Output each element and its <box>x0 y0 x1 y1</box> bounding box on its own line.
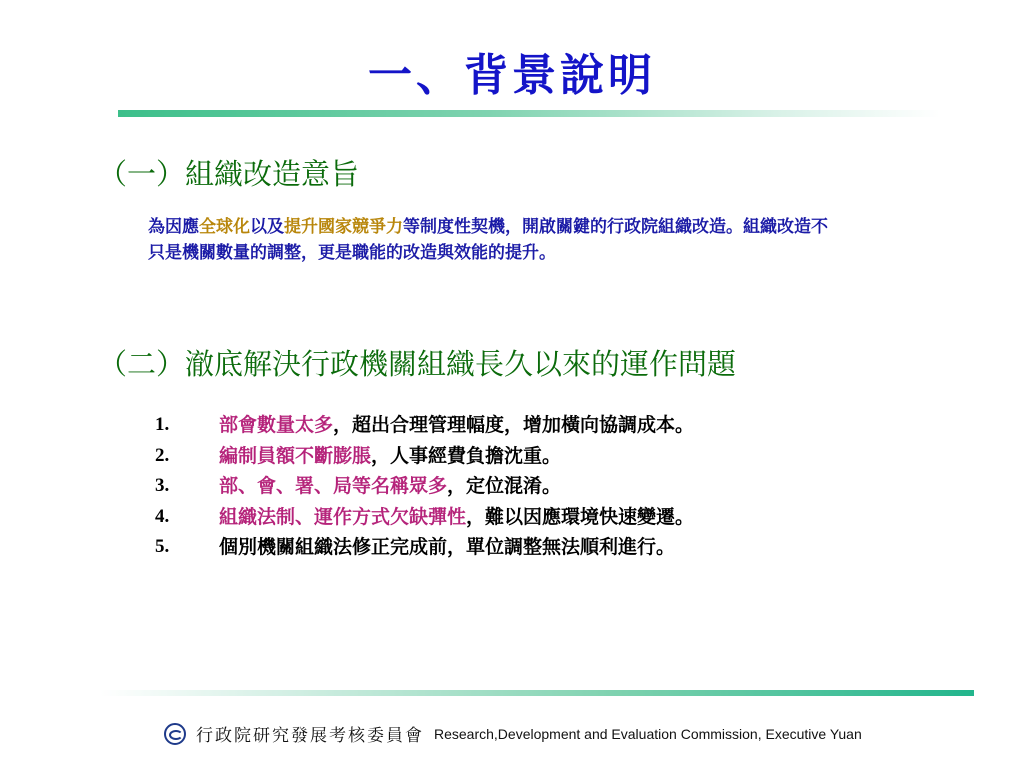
list-item-text: ，難以因應環境快速變遷。 <box>466 505 695 528</box>
list-item-number: 4. <box>155 505 170 527</box>
list-item <box>155 532 694 563</box>
rdec-logo-icon <box>164 723 186 745</box>
highlight-text: 全球化 <box>199 217 250 237</box>
footer <box>164 721 862 746</box>
section-heading-2 <box>98 346 736 382</box>
section-number-2: （二） <box>98 347 186 381</box>
list-item-number: 1. <box>155 414 170 435</box>
footer-divider <box>100 690 974 696</box>
list-item-emphasis: 部、會、署、局等名稱眾多 <box>219 475 448 497</box>
list-item <box>155 410 694 441</box>
list-item-text: 個別機關組織法修正完成前，單位調整無法順利進行。 <box>219 536 676 558</box>
footer-org-chinese: 行政院研究發展考核委員會 <box>196 726 424 746</box>
list-item <box>155 471 694 502</box>
list-item <box>155 502 694 533</box>
highlight-text: 提升國家競爭力 <box>284 217 403 237</box>
list-item-text: ，超出合理管理幅度，增加橫向協調成本。 <box>333 414 695 436</box>
problem-list <box>155 410 694 563</box>
list-item <box>155 441 694 472</box>
section-title-1: 組織改造意旨 <box>185 157 360 191</box>
paragraph-text: 以及 <box>250 217 284 237</box>
list-item-number: 2. <box>155 444 170 466</box>
list-item-text: ，定位混淆。 <box>447 475 562 497</box>
list-item-emphasis: 編制員額不斷膨脹 <box>219 444 372 467</box>
paragraph-text: 為因應 <box>148 217 199 237</box>
paragraph-text: 等制度性契機，開啟關鍵的行政院組織改造。組織改造不只是機關數量的調整，更是職能的改造與效能的提升。 <box>148 217 828 263</box>
title-divider <box>118 110 940 117</box>
page-title: 一、背景說明 <box>368 50 656 101</box>
footer-org-english: Research,Development and Evaluation Commission, Executive Yuan <box>434 725 862 742</box>
section-title-2: 澈底解決行政機關組織長久以來的運作問題 <box>185 347 737 381</box>
section-heading-1 <box>98 156 359 192</box>
list-item-number: 5. <box>155 536 170 557</box>
section-1-paragraph <box>148 214 838 266</box>
section-number-1: （一） <box>98 157 186 191</box>
list-item-emphasis: 部會數量太多 <box>219 414 334 436</box>
list-item-text: ，人事經費負擔沈重。 <box>371 444 562 467</box>
list-item-number: 3. <box>155 475 170 496</box>
list-item-emphasis: 組織法制、運作方式欠缺彈性 <box>219 505 467 528</box>
